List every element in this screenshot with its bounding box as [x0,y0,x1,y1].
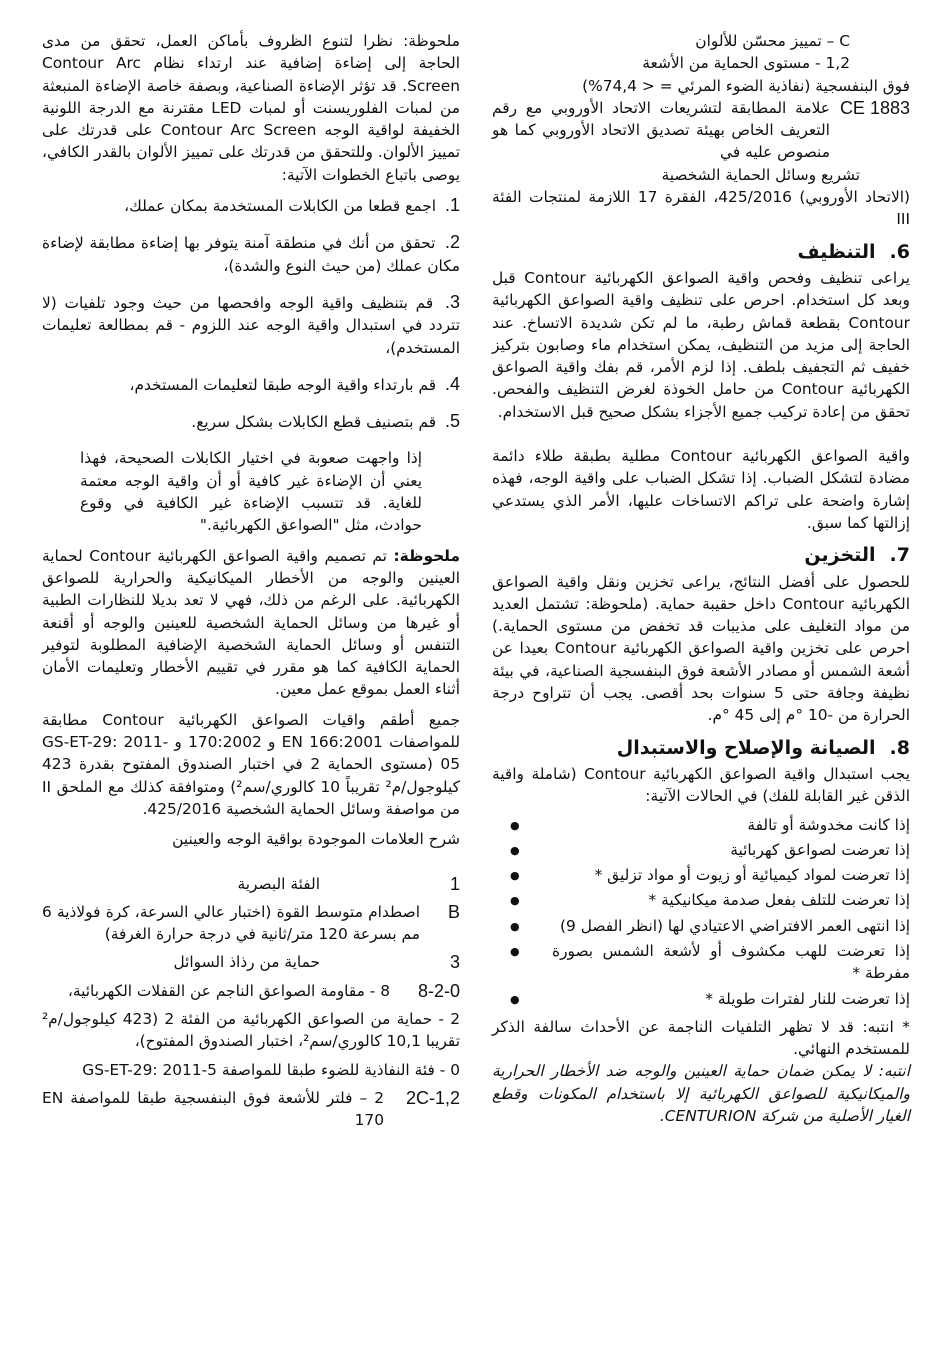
list-item: 5. قم بتصنيف قطع الكابلات بشكل سريع. [191,411,460,432]
list-item: إذا تعرضت للتلف بفعل صدمة ميكانيكية * ● [492,889,910,911]
section-8-title: الصيانة والإصلاح والاستبدال [616,736,876,759]
compliance-paragraph: جميع أطقم واقيات الصواعق الكهربائية Contour مطابقة للمواصفات EN 166:2001 و 170:2002 و GS-ET-29: 2011-05 (مستوى الحماية 2 في اختبار الصندوق المفتوح بقدرة 423 كيلوجول/م² تقريباً 10 كالوري/سم²) ومتوافقة كذلك مع الملحق II من مواصفة وسائل الحماية الشخصية 425/2016. [42,710,461,818]
centurion-warning: انتبه: لا يمكن ضمان حماية العينين والوجه ضد الأخطار الحرارية والميكانيكية للصواعق الكهربائية إلا باستخدام المكونات وقطع الغيار الأصلية من شركة CENTURION. [492,1062,910,1126]
storage-paragraph: للحصول على أفضل النتائج، يراعى تخزين ونقل واقية الصواعق الكهربائية Contour داخل حقيبة حماية. (ملحوظة: تشتمل العديد من مواد التغليف على مذيبات قد تخفض من مستوى الحماية.) احرص على تخزين واقية الصواعق الكهربائية Contour بعيدا عن أشعة الشمس أو مصادر الأشعة فوق البنفسجية الصناعية، في بيئة نظيفة وجافة حتى 5 سنوات بحد أقصى. يجب أن تتراوح درجة الحرارة من -10 °م إلى 45 °م. [492,572,910,725]
legend-row: 1 الفئة البصرية [237,873,460,894]
note-label: ملحوظة: [393,546,460,565]
list-item: 2. تحقق من أنك في منطقة آمنة يتوفر بها إضاءة مطابقة لإضاءة مكان عملك (من حيث النوع والشدة)، [42,232,460,275]
right-column [492,30,910,1127]
marks-legend [42,873,460,1132]
marks-title: شرح العلامات الموجودة بواقية الوجه والعينين [172,830,460,849]
lighting-note: ملحوظة: نظرا لتنوع الظروف بأماكن العمل، تحقق من مدى الحاجة إلى إضاءة إضافية عند ارتداء نظام Contour Arc Screen. قد تؤثر الإضاءة الصناعية، وبصفة خاصة الإضاءة المنبعثة من لمبات الفلوريسنت أو لمبات LED مقترنة مع الدرجة اللونية الخفيفة لواقية الوجه Contour Arc Screen على قدرتك على تمييز الألوان. وللتحقق من قدرتك على تمييز الألوان بالقدر الكافي، يوصى باتباع الخطوات الآتية: [42,32,460,184]
visible-light-line: فوق البنفسجية (نفاذية الضوء المرئي = < 74,4%) [582,76,910,95]
list-item: إذا تعرضت للهب مكشوف أو لأشعة الشمس بصورة مفرطة * ● [492,940,910,985]
legend-row: 2 - حماية من الصواعق الكهربائية من الفئة 2 (423 كيلوجول/م² تقريبا 10,1 كالوري/سم²، اختبار الصندوق المفتوح)، [42,1009,460,1051]
steps-list [42,194,460,433]
section-6-heading: 6.التنظيف [797,240,910,263]
replacement-list [492,814,910,1010]
legend-row: 0 - فئة النفاذية للضوء طبقا للمواصفة GS-ET-29: 2011-5 [82,1060,460,1079]
list-item: 1. اجمع قطعا من الكابلات المستخدمة بمكان عملك، [124,195,460,216]
section-7-heading: 7.التخزين [804,544,910,567]
list-item: إذا تعرضت لصواعق كهربائية ● [492,839,910,861]
replacement-intro: يجب استبدال واقية الصواعق الكهربائية Contour (شاملة واقية الذقن غير القابلة للفك) في الحالات الآتية: [492,764,910,806]
damage-note: * انتبه: قد لا تظهر التلفيات الناجمة عن الأحداث سالفة الذكر للمستخدم النهائي. [492,1017,910,1059]
ce-text: علامة المطابقة لتشريعات الاتحاد الأوروبي مع رقم التعريف الخاص بهيئة تصديق الاتحاد الأوروبي كما هو منصوص عليه في [492,98,830,162]
legend-row: 3 حماية من رذاذ السوائل [173,952,460,973]
list-item: 4. قم بارتداء واقية الوجه طبقا لتعليمات المستخدم، [129,373,460,394]
legend-row: 8-2-0 8 - مقاومة الصواعق الناجم عن القفلات الكهربائية، [67,980,460,1001]
mark-c-line: C – تمييز محسّن للألوان [695,32,850,50]
ce-text-2: تشريع وسائل الحماية الشخصية [661,165,860,184]
section-8-heading: 8.الصيانة والإصلاح والاستبدال [616,736,910,759]
ce-mark-row [492,97,910,164]
list-item: إذا تعرضت لمواد كيميائية أو زيوت أو مواد تزليق * ● [492,864,910,886]
list-item: إذا انتهى العمر الافتراضي الاعتيادي لها (انظر الفصل 9) ● [492,915,910,937]
left-column [42,30,460,1137]
section-6-title: التنظيف [797,240,876,263]
uv-protection-line: 1,2 - مستوى الحماية من الأشعة [642,54,850,73]
list-item: 3. قم بتنظيف واقية الوجه وافحصها من حيث وجود تلفيات (لا تتردد في استبدال واقية الوجه عند اللزوم - قم بمطالعة تعليمات المستخدم)، [42,291,460,357]
cleaning-paragraph-2: واقية الصواعق الكهربائية Contour مطلية بطبقة طلاء دائمة مضادة لتشكل الضباب. إذا تشكل الضباب على واقية الوجه، فهذه إشارة واضحة على تراكم الاتساخات عليها، الأمر الذي يستدعي إزالتها كما سبق. [492,447,910,532]
protection-note: ملحوظة: تم تصميم واقية الصواعق الكهربائية Contour لحماية العينين والوجه من الأخطار الميكانيكية والحرارية للصواعق الكهربائية. على الرغم من ذلك، فهي لا تعد بديلا للنظارات الطبية أو غيرها من وسائل الحماية الشخصية للعينين والوجه أو أقنعة التنفس أو وسائل الحماية الشخصية الإضافية المطلوبة لتوفير الحماية الكافية كما هو مقرر في تقييم الأخطار وتعليمات الأمان أثناء العمل بموقع عمل معين. [42,546,460,699]
cleaning-paragraph-1: يراعى تنظيف وفحص واقية الصواعق الكهربائية Contour قبل وبعد كل استخدام. احرص على تنظيف واقية الصواعق الكهربائية Contour بقطعة قماش رطبة، ما لم تكن شديدة الاتساخ. عند الحاجة إلى مزيد من التنظيف، يمكن استخدام ماء وصابون بتركيز خفيف ثم التجفيف بلطف. إذا لزم الأمر، قم بفك واقية الصواعق الكهربائية Contour من حامل الخوذة لغرض التنظيف والفحص. تحقق من إعادة تركيب جميع الأجزاء بشكل صحيح قبل الاستخدام. [492,268,910,421]
difficulty-paragraph: إذا واجهت صعوبة في اختيار الكابلات الصحيحة، فهذا يعني أن الإضاءة غير كافية أو أن واقية الوجه معتمة للغاية. قد تتسبب الإضاءة غير الكافية في وقوع حوادث، مثل "الصواعق الكهربائية." [80,449,422,535]
ce-code: CE 1883 [839,97,910,118]
list-item: إذا تعرضت للنار لفترات طويلة * ● [492,988,910,1010]
section-7-title: التخزين [804,544,876,567]
ce-text-3: (الاتحاد الأوروبي) 425/2016، الفقرة 17 اللازمة لمنتجات الفئة III [492,188,910,229]
legend-row: B اصطدام متوسط القوة (اختبار عالي السرعة، كرة فولاذية 6 مم بسرعة 120 متر/ثانية في درجة حرارة الغرفة) [42,901,460,944]
legend-row: 2C-1,2 2 – فلتر للأشعة فوق البنفسجية طبقا للمواصفة EN 170 [42,1087,460,1130]
list-item: إذا كانت مخدوشة أو تالفة ● [492,814,910,836]
